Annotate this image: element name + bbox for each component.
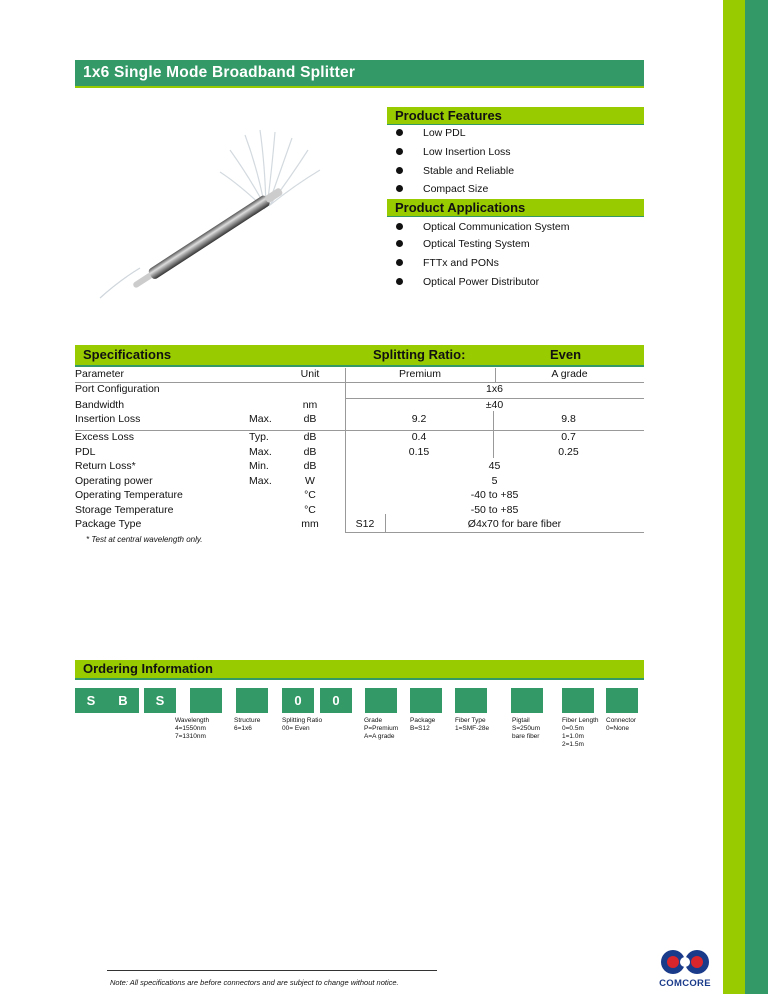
spec-a-grade: 0.25 — [558, 446, 579, 458]
application-item: Optical Communication System — [396, 221, 636, 235]
order-code-box — [606, 688, 638, 713]
bullet-icon — [396, 223, 403, 230]
spec-unit: nm — [302, 399, 318, 411]
spec-value: ±40 — [485, 399, 504, 411]
feature-item: Compact Size — [396, 183, 636, 197]
header-parameter: Parameter — [75, 368, 125, 380]
applications-header — [387, 199, 644, 217]
order-code-box: 0 — [282, 688, 314, 713]
spec-condition: Max. — [249, 413, 272, 425]
ordering-heading: Ordering Information — [83, 661, 213, 676]
spec-value: 45 — [488, 460, 501, 472]
spec-unit: °C — [304, 489, 316, 501]
order-label-pigtail: Pigtail S=250um bare fiber — [512, 717, 541, 740]
order-label-package: Package B=S12 — [410, 717, 436, 732]
spec-unit: W — [305, 475, 315, 487]
spec-param: Return Loss* — [75, 460, 136, 472]
spec-value: 5 — [491, 475, 498, 487]
spec-param: Storage Temperature — [75, 504, 174, 516]
ordering-header — [75, 660, 644, 680]
side-stripe-dark — [745, 0, 768, 994]
splitting-ratio-value: Even — [550, 347, 582, 362]
bullet-icon — [396, 129, 403, 136]
application-item: Optical Power Distributor — [396, 276, 636, 290]
order-code-box — [365, 688, 397, 713]
spec-param: Port Configuration — [75, 383, 160, 395]
order-code-box: 0 — [320, 688, 352, 713]
feature-item: Stable and Reliable — [396, 165, 636, 179]
spec-unit: dB — [303, 446, 317, 458]
footnote: * Test at central wavelength only. — [86, 535, 203, 544]
spec-value: 1x6 — [486, 383, 503, 395]
order-code-box: S — [75, 688, 107, 713]
bullet-icon — [396, 167, 403, 174]
header-a-grade: A grade — [551, 368, 588, 380]
spec-value: Ø4x70 for bare fiber — [467, 518, 562, 530]
spec-unit: dB — [303, 460, 317, 472]
spec-param: Package Type — [75, 518, 142, 530]
spec-unit: dB — [303, 431, 317, 443]
order-code-box: B — [107, 688, 139, 713]
features-heading: Product Features — [395, 108, 502, 123]
page-title: 1x6 Single Mode Broadband Splitter — [83, 64, 356, 81]
spec-unit: mm — [301, 518, 319, 530]
spec-param: Operating power — [75, 475, 153, 487]
application-item: FTTx and PONs — [396, 257, 636, 271]
order-code-box — [236, 688, 268, 713]
spec-param: Insertion Loss — [75, 413, 141, 425]
application-item: Optical Testing System — [396, 238, 636, 252]
order-code-box — [562, 688, 594, 713]
header-premium: Premium — [398, 368, 441, 380]
bullet-icon — [396, 278, 403, 285]
applications-heading: Product Applications — [395, 200, 526, 215]
order-label-structure: Structure 6=1x6 — [234, 717, 261, 732]
features-header — [387, 107, 644, 125]
spec-premium: S12 — [355, 518, 375, 530]
order-label-fiber-length: Fiber Length 0=0.5m 1=1.0m 2=1.5m — [562, 717, 599, 748]
bullet-icon — [396, 185, 403, 192]
spec-condition: Max. — [249, 446, 272, 458]
specifications-table — [75, 368, 644, 533]
spec-param: Operating Temperature — [75, 489, 183, 501]
order-label-splitting-ratio: Splitting Ratio 00= Even — [282, 717, 323, 732]
spec-param: Excess Loss — [75, 431, 134, 443]
spec-value: -40 to +85 — [470, 489, 519, 501]
spec-premium: 0.4 — [411, 431, 427, 443]
spec-param: PDL — [75, 446, 96, 458]
spec-param: Bandwidth — [75, 399, 125, 411]
spec-unit: dB — [303, 413, 317, 425]
specifications-header — [75, 345, 644, 367]
spec-condition: Typ. — [249, 431, 269, 443]
header-unit: Unit — [300, 368, 320, 380]
splitting-ratio-label: Splitting Ratio: — [373, 347, 466, 362]
spec-a-grade: 0.7 — [561, 431, 576, 443]
order-code-box — [511, 688, 543, 713]
splitter-product-image — [80, 100, 380, 310]
spec-premium: 0.15 — [408, 446, 430, 458]
bullet-icon — [396, 240, 403, 247]
order-label-connector: Connector 0=None — [606, 717, 636, 732]
order-label-grade: Grade P=Premium A=A grade — [364, 717, 399, 740]
feature-item: Low PDL — [396, 127, 636, 141]
feature-item: Low Insertion Loss — [396, 146, 636, 160]
specifications-heading: Specifications — [83, 347, 172, 362]
spec-value: -50 to +85 — [470, 504, 519, 516]
spec-condition: Min. — [249, 460, 269, 472]
spec-condition: Max. — [249, 475, 272, 487]
order-label-fiber-type: Fiber Type 1=SMF-28e — [455, 717, 490, 732]
spec-a-grade: 9.8 — [561, 413, 576, 425]
title-bar — [75, 60, 644, 88]
disclaimer-note: Note: All specifications are before connectors and are subject to change without notice. — [110, 978, 399, 987]
spec-unit: °C — [304, 504, 316, 516]
order-code-box — [455, 688, 487, 713]
spec-premium: 9.2 — [411, 413, 427, 425]
bullet-icon — [396, 148, 403, 155]
note-divider — [107, 970, 437, 971]
order-code-box — [410, 688, 442, 713]
brand-name: COMCORE — [659, 978, 711, 989]
side-stripe-light — [723, 0, 745, 994]
bullet-icon — [396, 259, 403, 266]
order-code-box: S — [144, 688, 176, 713]
order-label-wavelength: Wavelength 4=1550nm 7=1310nm — [175, 717, 210, 740]
order-code-box — [190, 688, 222, 713]
